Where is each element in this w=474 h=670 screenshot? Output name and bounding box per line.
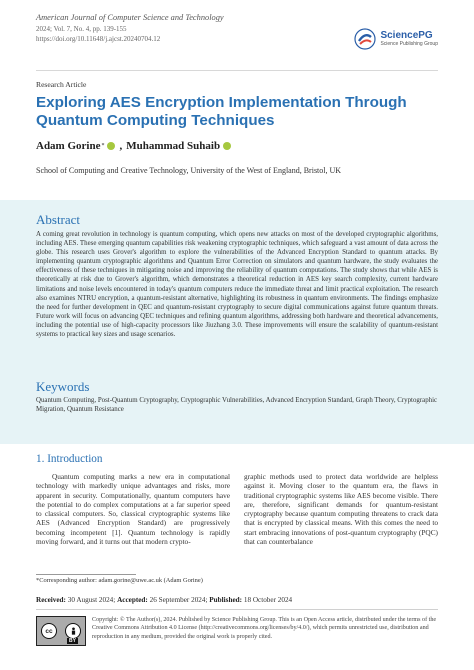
doi-link[interactable]: https://doi.org/10.11648/j.ajcst.20240704.12	[36, 35, 161, 43]
copyright-notice: Copyright: © The Author(s), 2024. Published by Science Publishing Group. This is an Open Access article, distributed under the terms of the Creative Commons Attribution 4.0 License (http://creativecommons.org/licenses/by/4.0/), which permits unrestricted use, distribution and reproduction in any medium, provided the original work is properly cited.	[92, 617, 437, 640]
orcid-icon[interactable]	[223, 142, 231, 150]
article-type: Research Article	[36, 80, 87, 89]
orcid-icon[interactable]	[107, 142, 115, 150]
author-list: Adam Gorine * , Muhammad Suhaib	[36, 140, 235, 152]
attribution-person-icon	[65, 623, 81, 639]
author-name[interactable]: Adam Gorine	[36, 140, 101, 152]
corresponding-mark: *	[101, 143, 105, 149]
footnote-divider	[36, 574, 136, 575]
abstract-body: A coming great revolution in technology is quantum computing, which opens new attacks on most of the developed cryptographic algorithms, including AES. These emerging quantum capabilities risk weakening cryptographic techniques, which safeguard a vast amount of data across the globe. This research uses Grover's algorithm to explore the vulnerabilities of the Advanced Encryption Standard to quantum attacks. By implementing quantum cryptographic algorithms and Quantum Error Correction on simulators and quantum hardware, the study evaluates the effectiveness of these techniques in mitigating noise and improving the reliability of quantum computations. The study shows that while AES is theoretically at risk due to Grover's algorithm, which demonstrates a theoretical reduction in AES key search complexity, current hardware limitations and noise levels encountered in today's quantum computers reduce the immediate threat and limit practical exploitation. The research also examines NTRU encryption, a quantum-resistant alternative, highlighting its robustness in quantum environments. The findings emphasize the need for further development in QEC and quantum-resistant cryptography to secure digital communications against future quantum threats. Future work will focus on advancing QEC techniques and refining quantum algorithms, addressing both hardware and theoretical advancements, including the potential use of high-capacity processors like Jiuzhang 3.0. These improvements will ensure the scalability of quantum-resistant systems to practical key sizes and usage scenarios.	[36, 231, 438, 339]
received-label: Received:	[36, 596, 66, 604]
published-label: Published:	[209, 596, 243, 604]
body-column-right: graphic methods used to protect data worldwide are helpless against it. Moving closer to the quantum era, the flaws in traditional cryptographic systems like AES become visible. There are, therefore, significant demands for quantum-resistant cryptography because quantum computing threatens to crack data that is encrypted by classical means. With this comes the need to start embracing innovations of post-quantum cryptography (PQC) that can counterbalance	[244, 472, 438, 547]
keywords-heading: Keywords	[36, 379, 90, 394]
accepted-label: Accepted:	[117, 596, 148, 604]
accepted-date: 26 September 2024;	[149, 596, 208, 604]
paper-title: Exploring AES Encryption Implementation Through Quantum Computing Techniques	[36, 94, 407, 129]
logo-subtitle: Science Publishing Group	[380, 41, 438, 47]
published-date: 18 October 2024	[243, 596, 293, 604]
header-divider	[36, 70, 438, 71]
sciencepg-logo-icon	[354, 28, 376, 50]
received-date: 30 August 2024;	[67, 596, 116, 604]
keywords-list: Quantum Computing, Post-Quantum Cryptography, Cryptographic Vulnerabilities, Advanced Encryption Standard, Graph Theory, Cryptographic Migration, Quantum Resistance	[36, 397, 438, 414]
publisher-logo[interactable]	[354, 28, 438, 50]
journal-header	[36, 12, 438, 64]
logo-name: SciencePG	[380, 30, 433, 41]
license-by-label: BY	[69, 638, 76, 644]
abstract-heading: Abstract	[36, 212, 81, 227]
dates-divider	[36, 609, 438, 610]
author-affiliation: School of Computing and Creative Technology, University of the West of England, Bristol, UK	[36, 166, 342, 175]
journal-title: American Journal of Computer Science and Technology	[36, 13, 224, 22]
article-dates	[36, 596, 292, 604]
person-icon	[69, 627, 78, 636]
cc-by-license-badge[interactable]	[36, 616, 86, 646]
author-name[interactable]: Muhammad Suhaib	[126, 140, 221, 152]
corresponding-author-note: *Corresponding author: adam.gorine@uwe.ac.uk (Adam Gorine)	[36, 577, 203, 584]
creative-commons-icon: cc	[41, 623, 57, 639]
section-heading: 1. Introduction	[36, 453, 103, 465]
journal-issue: 2024; Vol. 7, No. 4, pp. 139-155	[36, 25, 127, 33]
body-column-left: Quantum computing marks a new era in computational technology with markedly unique advantages and risks, more apparent in security. Computationally, quantum computers have the potential to do complex computations at a far superior speed to classical computers. So, classical cryptographic systems like AES (Advanced Encryption Standard) are progressively becoming incompetent [1]. Quantum technology is rapidly moving forward, and it turns out that modern crypto-	[36, 472, 230, 547]
